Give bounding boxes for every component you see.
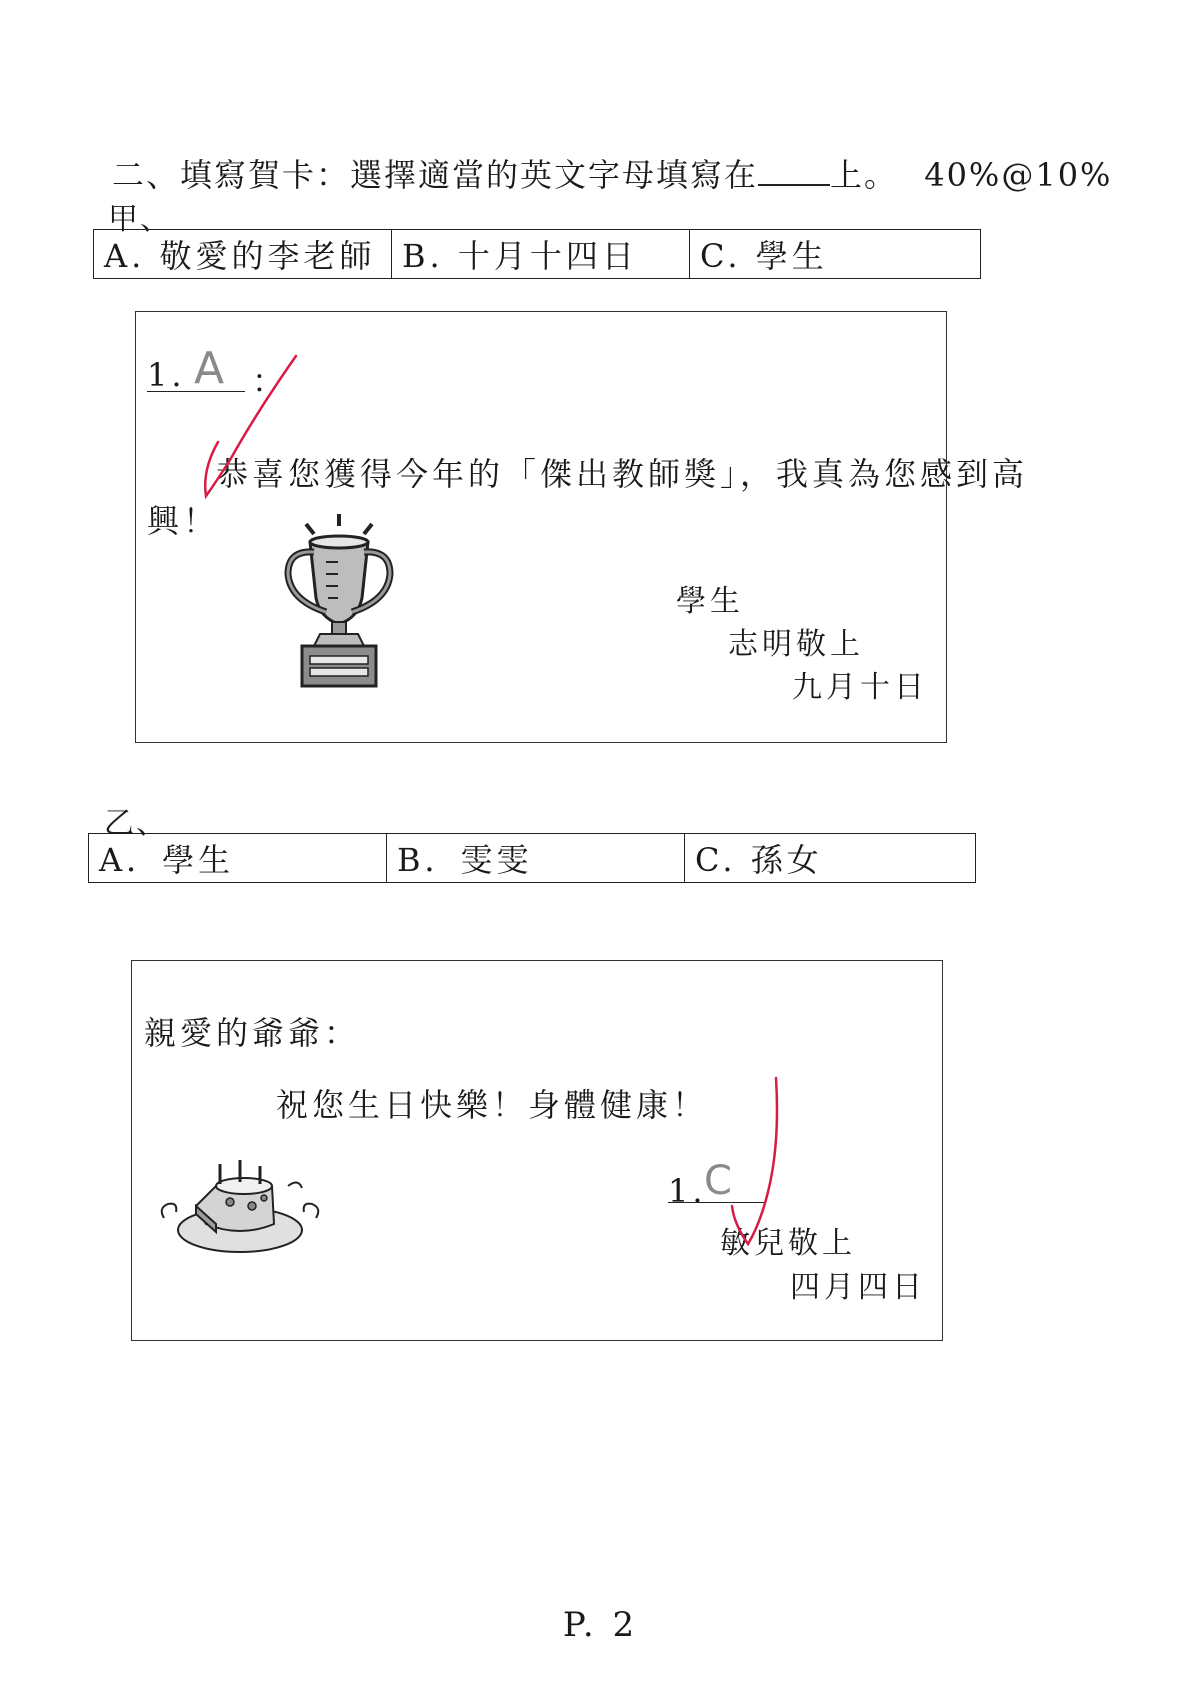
option-c: C. 孫女 bbox=[685, 834, 976, 883]
heading-text-before: 二、填寫賀卡：選擇適當的英文字母填寫在 bbox=[112, 156, 759, 194]
score-label: 40%@10% bbox=[924, 156, 1113, 194]
card-a-blank-number: 1. bbox=[147, 356, 186, 394]
trophy-icon bbox=[280, 512, 398, 690]
checkmark-icon bbox=[718, 1074, 788, 1254]
option-a: A. 敬愛的李老師 bbox=[94, 230, 392, 279]
card-a-signoff-relation: 學生 bbox=[676, 584, 744, 619]
part-b-label: 乙、 bbox=[104, 806, 168, 841]
card-a-body-line2: 興！ bbox=[147, 502, 220, 540]
section-heading bbox=[112, 150, 1112, 196]
option-b: B. 十月十四日 bbox=[392, 230, 690, 279]
page-number: P. 2 bbox=[562, 1605, 639, 1645]
card-b-body: 祝您生日快樂！身體健康！ bbox=[276, 1086, 709, 1124]
option-c: C. 學生 bbox=[690, 230, 981, 279]
part-a-label: 甲、 bbox=[108, 202, 172, 237]
checkmark-icon bbox=[196, 350, 306, 506]
card-b-handwritten-answer: C bbox=[704, 1158, 732, 1204]
heading-blank bbox=[758, 158, 830, 186]
card-b-greeting: 親愛的爺爺： bbox=[144, 1014, 361, 1052]
card-a-handwritten-answer: A bbox=[194, 343, 225, 394]
card-a-signoff-name: 志明敬上 bbox=[728, 627, 864, 662]
card-b-blank-number: 1. bbox=[668, 1172, 707, 1210]
card-b-signoff-name: 敏兒敬上 bbox=[720, 1226, 856, 1261]
part-b-options-table bbox=[88, 833, 976, 883]
card-a-colon: ： bbox=[252, 362, 289, 400]
birthday-cake-icon bbox=[160, 1158, 320, 1258]
option-b: B．雯雯 bbox=[387, 834, 685, 883]
card-a-date: 九月十日 bbox=[792, 670, 928, 705]
card-a-body-line1: 恭喜您獲得今年的「傑出教師獎」，我真為您感到高 bbox=[216, 455, 1029, 493]
heading-text-after: 上。 bbox=[830, 156, 899, 194]
card-b-date: 四月四日 bbox=[790, 1270, 926, 1305]
option-a: A．學生 bbox=[89, 834, 387, 883]
part-a-options-table bbox=[93, 229, 981, 279]
